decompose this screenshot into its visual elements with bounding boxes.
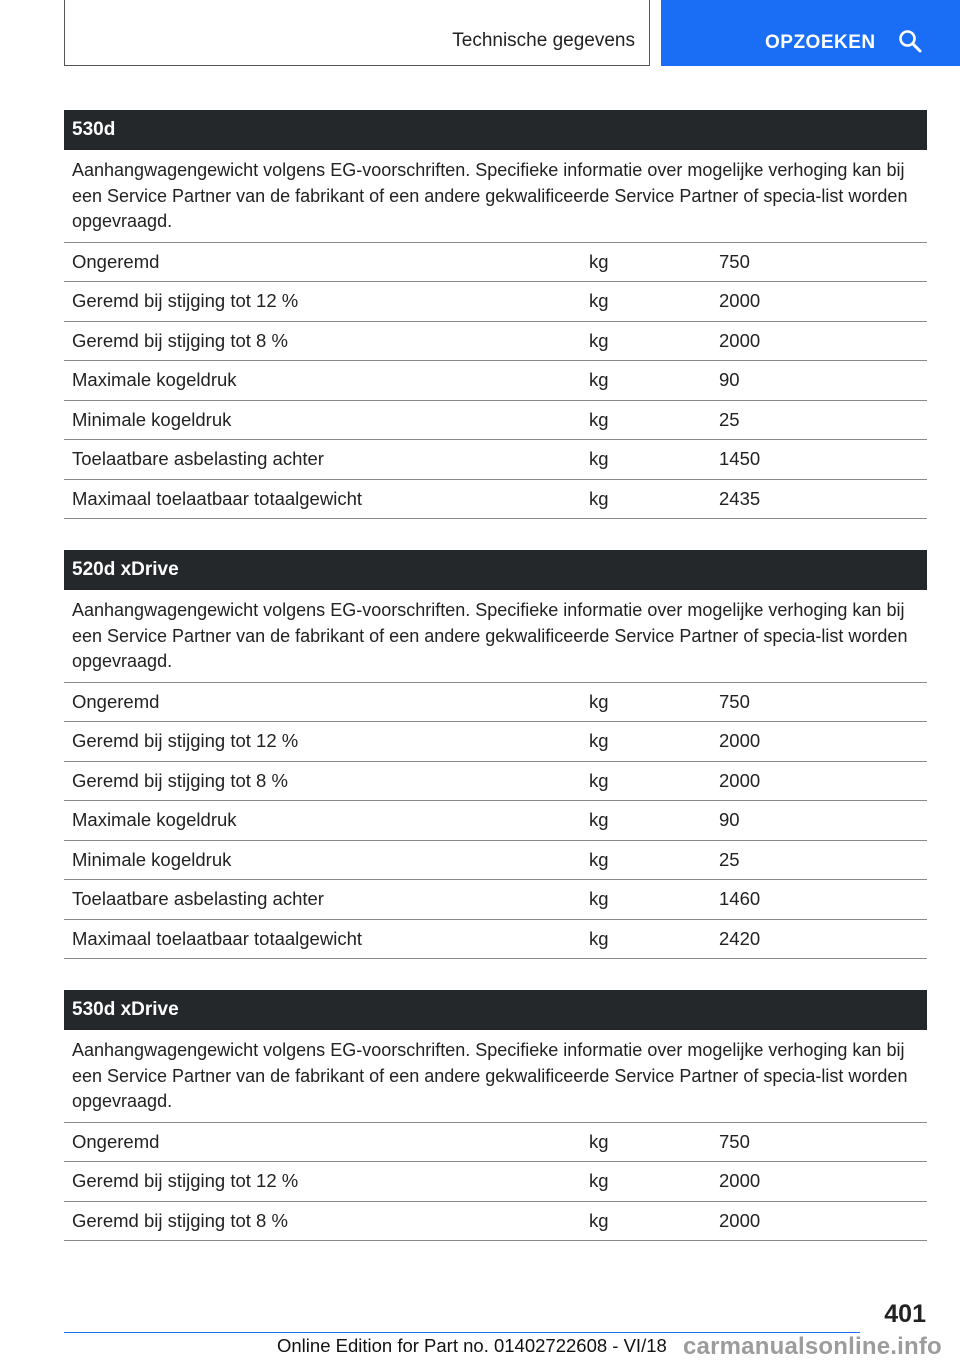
row-label: Maximale kogeldruk [72, 369, 237, 391]
row-unit: kg [589, 888, 609, 910]
row-value: 2000 [719, 730, 761, 752]
row-value: 2000 [719, 1209, 761, 1231]
row-value: 90 [719, 809, 740, 831]
table-row [64, 282, 927, 322]
row-unit: kg [589, 690, 609, 712]
table-row [64, 880, 927, 920]
row-label: Geremd bij stijging tot 8 % [72, 769, 288, 791]
table-row [64, 841, 927, 881]
table-row [64, 401, 927, 441]
row-label: Geremd bij stijging tot 8 % [72, 1209, 288, 1231]
search-button[interactable] [661, 0, 960, 66]
row-unit: kg [589, 769, 609, 791]
table-row [64, 1123, 927, 1163]
section-description: Aanhangwagengewicht volgens EG-voorschriften. Specifieke informatie over mogelijke verhoging kan bij een Service Partner van de fabrikant of een andere gekwalificeerde Service Partner of specia-list worden opgevraagd. [64, 1030, 927, 1123]
table-row [64, 361, 927, 401]
row-unit: kg [589, 408, 609, 430]
chapter-tab[interactable] [64, 0, 650, 66]
row-unit: kg [589, 329, 609, 351]
row-unit: kg [589, 487, 609, 509]
row-value: 2420 [719, 927, 761, 949]
edition-text: Online Edition for Part no. 01402722608 - VI/18 [277, 1335, 667, 1356]
table-row [64, 801, 927, 841]
row-label: Toelaatbare asbelasting achter [72, 448, 324, 470]
row-label: Geremd bij stijging tot 12 % [72, 730, 299, 752]
table-row [64, 762, 927, 802]
row-unit: kg [589, 369, 609, 391]
row-label: Ongeremd [72, 1130, 160, 1152]
row-value: 2000 [719, 769, 761, 791]
row-label: Maximaal toelaatbaar totaalgewicht [72, 927, 362, 949]
main-content [64, 110, 927, 1272]
row-value: 90 [719, 369, 740, 391]
row-label: Toelaatbare asbelasting achter [72, 888, 324, 910]
table-row [64, 243, 927, 283]
row-label: Minimale kogeldruk [72, 408, 232, 430]
spec-section-530d [64, 110, 927, 519]
search-button-label: OPZOEKEN [765, 32, 876, 53]
row-label: Geremd bij stijging tot 12 % [72, 290, 299, 312]
row-value: 25 [719, 408, 740, 430]
table-row [64, 322, 927, 362]
top-navigation-bar [0, 0, 960, 66]
row-value: 750 [719, 250, 750, 272]
section-title: 530d xDrive [64, 990, 927, 1030]
row-value: 2000 [719, 1170, 761, 1192]
page-number: 401 [884, 1300, 926, 1328]
row-value: 2000 [719, 329, 761, 351]
section-description: Aanhangwagengewicht volgens EG-voorschriften. Specifieke informatie over mogelijke verhoging kan bij een Service Partner van de fabrikant of een andere gekwalificeerde Service Partner of specia-list worden opgevraagd. [64, 150, 927, 243]
row-unit: kg [589, 927, 609, 949]
table-row [64, 683, 927, 723]
spec-section-520d-xdrive [64, 550, 927, 959]
row-value: 1450 [719, 448, 761, 470]
row-value: 2435 [719, 487, 761, 509]
row-label: Geremd bij stijging tot 12 % [72, 1170, 299, 1192]
row-label: Minimale kogeldruk [72, 848, 232, 870]
row-value: 2000 [719, 290, 761, 312]
row-unit: kg [589, 1209, 609, 1231]
search-icon [898, 29, 922, 53]
section-title: 520d xDrive [64, 550, 927, 590]
table-row [64, 722, 927, 762]
row-unit: kg [589, 250, 609, 272]
row-label: Ongeremd [72, 250, 160, 272]
row-value: 750 [719, 1130, 750, 1152]
row-value: 25 [719, 848, 740, 870]
row-unit: kg [589, 809, 609, 831]
row-label: Maximaal toelaatbaar totaalgewicht [72, 487, 362, 509]
row-unit: kg [589, 848, 609, 870]
section-title: 530d [64, 110, 927, 150]
row-value: 1460 [719, 888, 761, 910]
spec-section-530d-xdrive [64, 990, 927, 1241]
row-unit: kg [589, 448, 609, 470]
table-row [64, 920, 927, 960]
table-row [64, 440, 927, 480]
row-label: Geremd bij stijging tot 8 % [72, 329, 288, 351]
section-description: Aanhangwagengewicht volgens EG-voorschriften. Specifieke informatie over mogelijke verhoging kan bij een Service Partner van de fabrikant of een andere gekwalificeerde Service Partner of specia-list worden opgevraagd. [64, 590, 927, 683]
row-unit: kg [589, 730, 609, 752]
table-row [64, 1202, 927, 1242]
table-row [64, 1162, 927, 1202]
row-unit: kg [589, 290, 609, 312]
row-value: 750 [719, 690, 750, 712]
chapter-title: Technische gegevens [452, 30, 635, 51]
row-unit: kg [589, 1130, 609, 1152]
row-label: Ongeremd [72, 690, 160, 712]
row-label: Maximale kogeldruk [72, 809, 237, 831]
watermark: carmanualsonline.info [683, 1333, 942, 1360]
row-unit: kg [589, 1170, 609, 1192]
table-row [64, 480, 927, 520]
